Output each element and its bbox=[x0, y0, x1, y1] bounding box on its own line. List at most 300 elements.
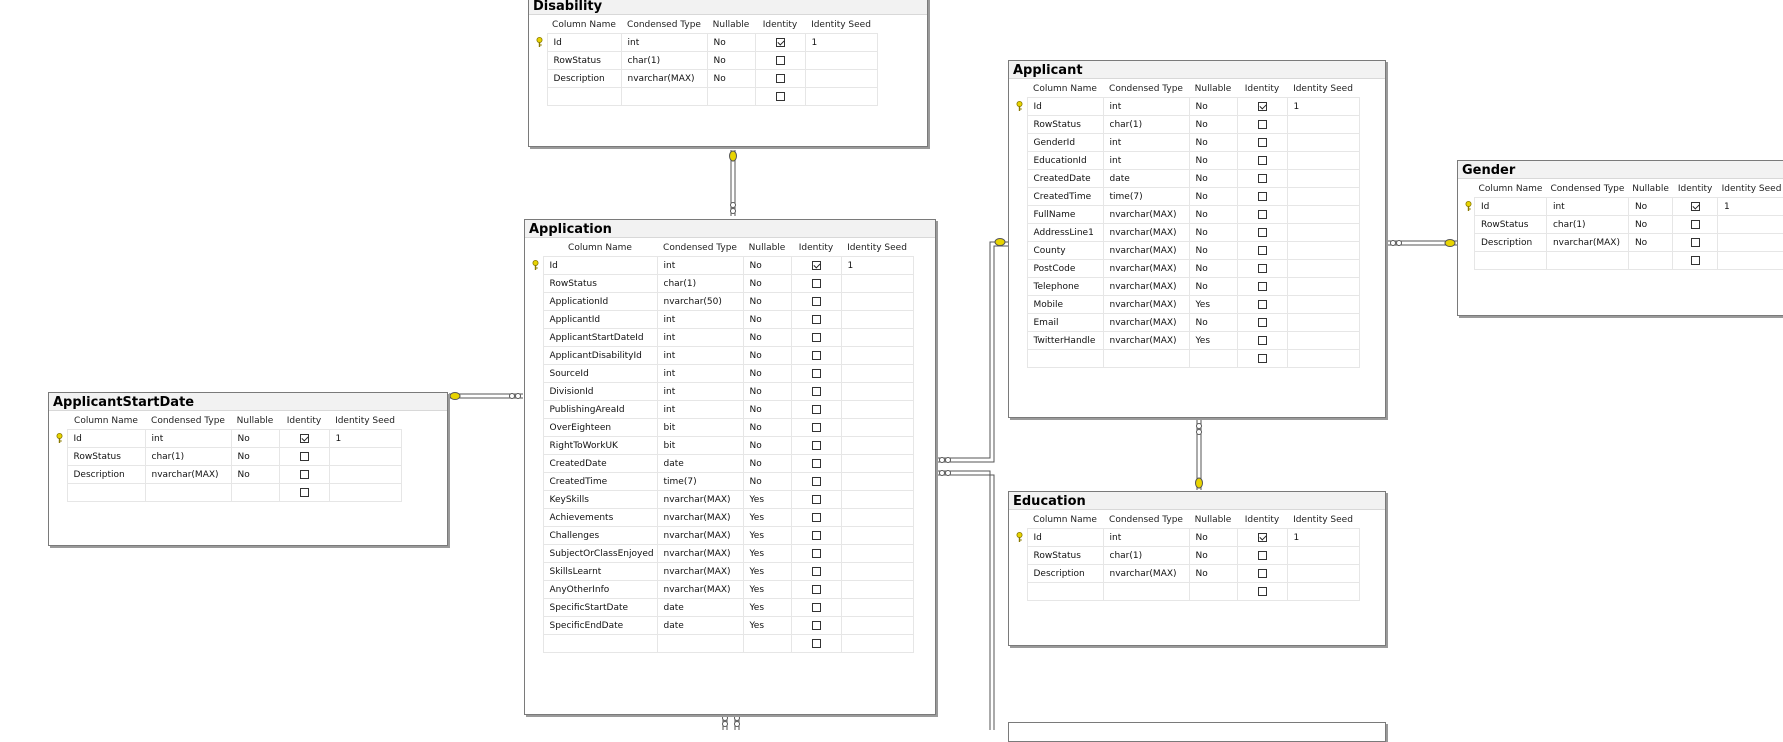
nullable-cell[interactable]: No bbox=[1628, 198, 1672, 216]
condensed-type-cell[interactable]: date bbox=[1103, 170, 1189, 188]
table-applicant[interactable] bbox=[1008, 60, 1386, 418]
table-row[interactable] bbox=[1013, 332, 1359, 350]
column-header[interactable]: Column Name bbox=[568, 243, 632, 253]
rel-disability-application[interactable] bbox=[730, 150, 737, 216]
column-name-cell[interactable]: RightToWorkUK bbox=[543, 437, 657, 455]
identity-checkbox[interactable] bbox=[812, 603, 821, 612]
nullable-cell[interactable]: No bbox=[1189, 188, 1237, 206]
condensed-type-cell[interactable]: int bbox=[657, 329, 743, 347]
column-name-cell[interactable]: KeySkills bbox=[543, 491, 657, 509]
table-row[interactable] bbox=[1013, 314, 1359, 332]
column-header[interactable]: Column Name bbox=[1033, 84, 1097, 94]
identity-checkbox[interactable] bbox=[776, 56, 785, 65]
column-name-cell[interactable]: Description bbox=[67, 466, 145, 484]
identity-checkbox[interactable] bbox=[812, 585, 821, 594]
condensed-type-cell[interactable]: bit bbox=[657, 437, 743, 455]
identity-checkbox[interactable] bbox=[812, 513, 821, 522]
column-name-cell[interactable]: TwitterHandle bbox=[1027, 332, 1103, 350]
condensed-type-cell[interactable]: char(1) bbox=[657, 275, 743, 293]
identity-seed-cell[interactable] bbox=[841, 635, 913, 653]
table-row[interactable] bbox=[53, 448, 401, 466]
table-row[interactable] bbox=[1013, 260, 1359, 278]
identity-checkbox[interactable] bbox=[1691, 202, 1700, 211]
column-name-cell[interactable]: CreatedTime bbox=[1027, 188, 1103, 206]
nullable-cell[interactable]: No bbox=[1189, 152, 1237, 170]
identity-seed-cell[interactable] bbox=[329, 466, 401, 484]
column-name-cell[interactable] bbox=[1027, 583, 1103, 601]
nullable-cell[interactable]: No bbox=[231, 448, 279, 466]
identity-seed-cell[interactable] bbox=[841, 581, 913, 599]
identity-checkbox[interactable] bbox=[812, 297, 821, 306]
identity-seed-cell[interactable] bbox=[1718, 252, 1783, 270]
nullable-cell[interactable]: No bbox=[1189, 170, 1237, 188]
identity-seed-cell[interactable] bbox=[841, 383, 913, 401]
table-row[interactable] bbox=[1013, 547, 1359, 565]
table-row[interactable] bbox=[1462, 216, 1783, 234]
table-row[interactable] bbox=[1462, 198, 1783, 216]
identity-checkbox[interactable] bbox=[300, 452, 309, 461]
identity-checkbox[interactable] bbox=[1258, 228, 1267, 237]
condensed-type-cell[interactable] bbox=[657, 635, 743, 653]
nullable-cell[interactable]: Yes bbox=[743, 599, 791, 617]
column-name-cell[interactable] bbox=[67, 484, 145, 502]
column-header[interactable]: Identity Seed bbox=[811, 20, 871, 30]
nullable-cell[interactable] bbox=[743, 635, 791, 653]
identity-seed-cell[interactable] bbox=[841, 599, 913, 617]
column-name-cell[interactable]: Id bbox=[1027, 98, 1103, 116]
nullable-cell[interactable]: No bbox=[743, 383, 791, 401]
column-name-cell[interactable]: ApplicantStartDateId bbox=[543, 329, 657, 347]
column-header[interactable]: Identity bbox=[798, 243, 834, 253]
identity-checkbox[interactable] bbox=[812, 531, 821, 540]
column-name-cell[interactable]: SubjectOrClassEnjoyed bbox=[543, 545, 657, 563]
column-name-cell[interactable]: RowStatus bbox=[543, 275, 657, 293]
table-row[interactable] bbox=[1013, 350, 1359, 368]
nullable-cell[interactable]: No bbox=[1189, 278, 1237, 296]
identity-checkbox[interactable] bbox=[1691, 238, 1700, 247]
identity-checkbox[interactable] bbox=[1258, 174, 1267, 183]
nullable-cell[interactable]: No bbox=[1189, 260, 1237, 278]
nullable-cell[interactable]: Yes bbox=[1189, 332, 1237, 350]
table-row[interactable] bbox=[529, 455, 913, 473]
column-header[interactable]: Identity bbox=[1244, 515, 1280, 525]
nullable-cell[interactable]: No bbox=[707, 52, 755, 70]
identity-checkbox[interactable] bbox=[812, 441, 821, 450]
condensed-type-cell[interactable]: nvarchar(MAX) bbox=[1103, 260, 1189, 278]
condensed-type-cell[interactable]: nvarchar(50) bbox=[657, 293, 743, 311]
identity-checkbox[interactable] bbox=[776, 38, 785, 47]
column-header[interactable]: Nullable bbox=[1632, 184, 1669, 194]
condensed-type-cell[interactable]: char(1) bbox=[621, 52, 707, 70]
condensed-type-cell[interactable]: date bbox=[657, 599, 743, 617]
condensed-type-cell[interactable] bbox=[1103, 350, 1189, 368]
condensed-type-cell[interactable]: int bbox=[145, 430, 231, 448]
identity-seed-cell[interactable] bbox=[1287, 296, 1359, 314]
nullable-cell[interactable]: No bbox=[743, 311, 791, 329]
nullable-cell[interactable]: No bbox=[743, 419, 791, 437]
nullable-cell[interactable]: No bbox=[1189, 134, 1237, 152]
identity-seed-cell[interactable] bbox=[1287, 314, 1359, 332]
table-row[interactable] bbox=[529, 491, 913, 509]
column-name-cell[interactable] bbox=[1027, 350, 1103, 368]
identity-checkbox[interactable] bbox=[812, 369, 821, 378]
column-header[interactable]: Condensed Type bbox=[151, 416, 225, 426]
identity-seed-cell[interactable] bbox=[841, 329, 913, 347]
condensed-type-cell[interactable]: nvarchar(MAX) bbox=[1103, 565, 1189, 583]
table-row[interactable] bbox=[1013, 152, 1359, 170]
column-name-cell[interactable]: Id bbox=[1475, 198, 1547, 216]
column-name-cell[interactable]: Challenges bbox=[543, 527, 657, 545]
table-row[interactable] bbox=[1462, 252, 1783, 270]
identity-seed-cell[interactable] bbox=[841, 275, 913, 293]
identity-seed-cell[interactable]: 1 bbox=[841, 257, 913, 275]
condensed-type-cell[interactable] bbox=[145, 484, 231, 502]
column-name-cell[interactable]: DivisionId bbox=[543, 383, 657, 401]
table-row[interactable] bbox=[529, 347, 913, 365]
identity-checkbox[interactable] bbox=[300, 434, 309, 443]
identity-checkbox[interactable] bbox=[1258, 318, 1267, 327]
identity-seed-cell[interactable]: 1 bbox=[805, 34, 877, 52]
condensed-type-cell[interactable]: nvarchar(MAX) bbox=[621, 70, 707, 88]
condensed-type-cell[interactable]: nvarchar(MAX) bbox=[1103, 224, 1189, 242]
nullable-cell[interactable]: No bbox=[231, 466, 279, 484]
table-application[interactable] bbox=[524, 219, 936, 715]
condensed-type-cell[interactable]: int bbox=[657, 311, 743, 329]
column-name-cell[interactable]: RowStatus bbox=[1027, 116, 1103, 134]
identity-checkbox[interactable] bbox=[812, 423, 821, 432]
nullable-cell[interactable]: No bbox=[231, 430, 279, 448]
identity-checkbox[interactable] bbox=[1258, 551, 1267, 560]
table-row[interactable] bbox=[529, 563, 913, 581]
identity-checkbox[interactable] bbox=[812, 351, 821, 360]
nullable-cell[interactable] bbox=[707, 88, 755, 106]
identity-seed-cell[interactable] bbox=[1287, 278, 1359, 296]
identity-checkbox[interactable] bbox=[1258, 120, 1267, 129]
table-row[interactable] bbox=[529, 329, 913, 347]
nullable-cell[interactable] bbox=[231, 484, 279, 502]
rel-application-offscreen[interactable] bbox=[935, 471, 994, 731]
table-row[interactable] bbox=[53, 430, 401, 448]
identity-checkbox[interactable] bbox=[812, 639, 821, 648]
column-header[interactable]: Identity Seed bbox=[1721, 184, 1782, 194]
nullable-cell[interactable]: Yes bbox=[743, 581, 791, 599]
identity-seed-cell[interactable] bbox=[1718, 234, 1783, 252]
identity-seed-cell[interactable] bbox=[329, 448, 401, 466]
identity-seed-cell[interactable] bbox=[841, 293, 913, 311]
identity-checkbox[interactable] bbox=[1258, 587, 1267, 596]
column-name-cell[interactable]: Description bbox=[547, 70, 621, 88]
identity-seed-cell[interactable] bbox=[1287, 260, 1359, 278]
condensed-type-cell[interactable]: time(7) bbox=[657, 473, 743, 491]
identity-checkbox[interactable] bbox=[812, 279, 821, 288]
condensed-type-cell[interactable]: char(1) bbox=[1103, 116, 1189, 134]
condensed-type-cell[interactable] bbox=[1546, 252, 1628, 270]
nullable-cell[interactable]: No bbox=[1189, 547, 1237, 565]
column-header[interactable]: Identity Seed bbox=[1293, 84, 1353, 94]
condensed-type-cell[interactable]: time(7) bbox=[1103, 188, 1189, 206]
identity-checkbox[interactable] bbox=[812, 405, 821, 414]
column-name-cell[interactable]: ApplicationId bbox=[543, 293, 657, 311]
table-row[interactable] bbox=[1013, 170, 1359, 188]
nullable-cell[interactable]: No bbox=[707, 34, 755, 52]
identity-seed-cell[interactable] bbox=[1287, 583, 1359, 601]
nullable-cell[interactable]: No bbox=[1189, 224, 1237, 242]
identity-checkbox[interactable] bbox=[812, 549, 821, 558]
column-name-cell[interactable]: RowStatus bbox=[547, 52, 621, 70]
condensed-type-cell[interactable]: int bbox=[1103, 529, 1189, 547]
table-applicantstartdate[interactable] bbox=[48, 392, 448, 546]
column-header[interactable]: Identity bbox=[1244, 84, 1280, 94]
identity-seed-cell[interactable] bbox=[1287, 224, 1359, 242]
identity-seed-cell[interactable] bbox=[841, 617, 913, 635]
identity-seed-cell[interactable]: 1 bbox=[1718, 198, 1783, 216]
column-name-cell[interactable]: PublishingAreaId bbox=[543, 401, 657, 419]
nullable-cell[interactable]: No bbox=[1189, 206, 1237, 224]
column-name-cell[interactable]: Id bbox=[1027, 529, 1103, 547]
column-header[interactable]: Nullable bbox=[236, 416, 274, 426]
column-header[interactable]: Nullable bbox=[712, 20, 750, 30]
table-row[interactable] bbox=[529, 473, 913, 491]
nullable-cell[interactable] bbox=[1189, 350, 1237, 368]
column-name-cell[interactable]: AnyOtherInfo bbox=[543, 581, 657, 599]
column-header[interactable]: Column Name bbox=[552, 20, 616, 30]
identity-seed-cell[interactable] bbox=[841, 437, 913, 455]
identity-checkbox[interactable] bbox=[812, 477, 821, 486]
table-row[interactable] bbox=[529, 401, 913, 419]
table-row[interactable] bbox=[529, 365, 913, 383]
column-header[interactable]: Nullable bbox=[748, 243, 786, 253]
nullable-cell[interactable]: No bbox=[743, 347, 791, 365]
condensed-type-cell[interactable]: date bbox=[657, 455, 743, 473]
condensed-type-cell[interactable] bbox=[621, 88, 707, 106]
identity-checkbox[interactable] bbox=[300, 470, 309, 479]
identity-seed-cell[interactable] bbox=[805, 88, 877, 106]
table-row[interactable] bbox=[1013, 278, 1359, 296]
table-row[interactable] bbox=[1013, 188, 1359, 206]
condensed-type-cell[interactable]: char(1) bbox=[145, 448, 231, 466]
table-row[interactable] bbox=[529, 509, 913, 527]
rel-applicant-education[interactable] bbox=[1196, 420, 1203, 490]
table-row[interactable] bbox=[533, 52, 877, 70]
identity-seed-cell[interactable] bbox=[841, 419, 913, 437]
condensed-type-cell[interactable]: int bbox=[1103, 98, 1189, 116]
identity-seed-cell[interactable] bbox=[1287, 188, 1359, 206]
column-name-cell[interactable]: Id bbox=[543, 257, 657, 275]
identity-seed-cell[interactable] bbox=[841, 401, 913, 419]
condensed-type-cell[interactable]: nvarchar(MAX) bbox=[145, 466, 231, 484]
table-row[interactable] bbox=[1462, 234, 1783, 252]
condensed-type-cell[interactable]: nvarchar(MAX) bbox=[1103, 314, 1189, 332]
column-name-cell[interactable]: EducationId bbox=[1027, 152, 1103, 170]
condensed-type-cell[interactable]: nvarchar(MAX) bbox=[657, 545, 743, 563]
table-row[interactable] bbox=[53, 484, 401, 502]
identity-seed-cell[interactable] bbox=[841, 473, 913, 491]
nullable-cell[interactable]: No bbox=[743, 293, 791, 311]
condensed-type-cell[interactable]: int bbox=[1103, 134, 1189, 152]
column-name-cell[interactable]: RowStatus bbox=[67, 448, 145, 466]
column-name-cell[interactable]: SpecificEndDate bbox=[543, 617, 657, 635]
table-row[interactable] bbox=[529, 275, 913, 293]
condensed-type-cell[interactable]: nvarchar(MAX) bbox=[657, 527, 743, 545]
identity-seed-cell[interactable] bbox=[805, 70, 877, 88]
nullable-cell[interactable]: No bbox=[743, 401, 791, 419]
condensed-type-cell[interactable]: nvarchar(MAX) bbox=[1103, 278, 1189, 296]
table-row[interactable] bbox=[529, 257, 913, 275]
rel-application-applicant[interactable] bbox=[935, 239, 1008, 463]
table-row[interactable] bbox=[529, 581, 913, 599]
identity-seed-cell[interactable] bbox=[841, 545, 913, 563]
identity-seed-cell[interactable] bbox=[1287, 152, 1359, 170]
column-name-cell[interactable]: Mobile bbox=[1027, 296, 1103, 314]
table-row[interactable] bbox=[1013, 98, 1359, 116]
identity-checkbox[interactable] bbox=[1258, 300, 1267, 309]
condensed-type-cell[interactable]: int bbox=[657, 401, 743, 419]
column-name-cell[interactable]: CreatedDate bbox=[543, 455, 657, 473]
table-row[interactable] bbox=[53, 466, 401, 484]
table-row[interactable] bbox=[1013, 134, 1359, 152]
column-name-cell[interactable]: Description bbox=[1475, 234, 1547, 252]
nullable-cell[interactable]: No bbox=[1189, 116, 1237, 134]
column-name-cell[interactable]: Description bbox=[1027, 565, 1103, 583]
nullable-cell[interactable]: Yes bbox=[743, 491, 791, 509]
column-header[interactable]: Nullable bbox=[1194, 515, 1232, 525]
nullable-cell[interactable]: No bbox=[1189, 242, 1237, 260]
identity-checkbox[interactable] bbox=[812, 315, 821, 324]
identity-seed-cell[interactable] bbox=[841, 491, 913, 509]
condensed-type-cell[interactable]: int bbox=[657, 257, 743, 275]
table-row[interactable] bbox=[1013, 116, 1359, 134]
identity-checkbox[interactable] bbox=[1258, 246, 1267, 255]
column-header[interactable]: Column Name bbox=[1478, 184, 1543, 194]
identity-checkbox[interactable] bbox=[812, 621, 821, 630]
condensed-type-cell[interactable]: nvarchar(MAX) bbox=[1546, 234, 1628, 252]
table-row[interactable] bbox=[529, 311, 913, 329]
rel-applicant-gender[interactable] bbox=[1387, 240, 1458, 247]
table-row[interactable] bbox=[529, 599, 913, 617]
column-name-cell[interactable]: SpecificStartDate bbox=[543, 599, 657, 617]
identity-seed-cell[interactable] bbox=[1287, 332, 1359, 350]
table-education[interactable] bbox=[1008, 491, 1386, 646]
table-row[interactable] bbox=[1013, 242, 1359, 260]
identity-checkbox[interactable] bbox=[1258, 192, 1267, 201]
condensed-type-cell[interactable]: char(1) bbox=[1546, 216, 1628, 234]
column-name-cell[interactable]: PostCode bbox=[1027, 260, 1103, 278]
column-header[interactable]: Condensed Type bbox=[1109, 515, 1183, 525]
table-title[interactable]: Education bbox=[1009, 492, 1385, 510]
condensed-type-cell[interactable]: int bbox=[621, 34, 707, 52]
condensed-type-cell[interactable]: nvarchar(MAX) bbox=[657, 509, 743, 527]
table-row[interactable] bbox=[529, 617, 913, 635]
column-name-cell[interactable]: SourceId bbox=[543, 365, 657, 383]
rel-startdate-application[interactable] bbox=[449, 393, 523, 400]
identity-checkbox[interactable] bbox=[300, 488, 309, 497]
identity-checkbox[interactable] bbox=[1258, 354, 1267, 363]
nullable-cell[interactable]: No bbox=[743, 257, 791, 275]
identity-seed-cell[interactable] bbox=[1287, 350, 1359, 368]
identity-checkbox[interactable] bbox=[1258, 210, 1267, 219]
column-name-cell[interactable] bbox=[543, 635, 657, 653]
nullable-cell[interactable]: Yes bbox=[743, 563, 791, 581]
nullable-cell[interactable]: No bbox=[743, 365, 791, 383]
column-name-cell[interactable]: ApplicantDisabilityId bbox=[543, 347, 657, 365]
nullable-cell[interactable]: Yes bbox=[743, 527, 791, 545]
table-title[interactable]: Gender bbox=[1458, 161, 1783, 179]
column-name-cell[interactable]: SkillsLearnt bbox=[543, 563, 657, 581]
table-row[interactable] bbox=[529, 635, 913, 653]
condensed-type-cell[interactable]: char(1) bbox=[1103, 547, 1189, 565]
column-name-cell[interactable]: County bbox=[1027, 242, 1103, 260]
table-row[interactable] bbox=[1013, 583, 1359, 601]
nullable-cell[interactable] bbox=[1628, 252, 1672, 270]
identity-seed-cell[interactable] bbox=[1287, 206, 1359, 224]
identity-seed-cell[interactable] bbox=[1287, 242, 1359, 260]
identity-seed-cell[interactable] bbox=[841, 347, 913, 365]
condensed-type-cell[interactable]: nvarchar(MAX) bbox=[1103, 206, 1189, 224]
identity-checkbox[interactable] bbox=[776, 92, 785, 101]
identity-seed-cell[interactable] bbox=[1287, 547, 1359, 565]
table-row[interactable] bbox=[1013, 565, 1359, 583]
identity-checkbox[interactable] bbox=[1258, 156, 1267, 165]
column-header[interactable]: Condensed Type bbox=[1550, 184, 1625, 194]
condensed-type-cell[interactable]: bit bbox=[657, 419, 743, 437]
nullable-cell[interactable]: No bbox=[1628, 216, 1672, 234]
identity-checkbox[interactable] bbox=[1258, 569, 1267, 578]
column-name-cell[interactable] bbox=[547, 88, 621, 106]
column-header[interactable]: Condensed Type bbox=[1109, 84, 1183, 94]
identity-checkbox[interactable] bbox=[812, 459, 821, 468]
table-row[interactable] bbox=[1013, 224, 1359, 242]
column-header[interactable]: Identity Seed bbox=[847, 243, 907, 253]
identity-checkbox[interactable] bbox=[1258, 533, 1267, 542]
column-name-cell[interactable]: GenderId bbox=[1027, 134, 1103, 152]
nullable-cell[interactable]: No bbox=[743, 275, 791, 293]
table-title[interactable]: Applicant bbox=[1009, 61, 1385, 79]
table-disability[interactable] bbox=[528, 0, 928, 147]
column-header[interactable]: Identity bbox=[1677, 184, 1713, 194]
column-header[interactable]: Identity Seed bbox=[1293, 515, 1353, 525]
table-gender[interactable] bbox=[1457, 160, 1783, 316]
identity-seed-cell[interactable] bbox=[841, 509, 913, 527]
condensed-type-cell[interactable]: int bbox=[657, 383, 743, 401]
identity-checkbox[interactable] bbox=[1258, 138, 1267, 147]
table-row[interactable] bbox=[529, 383, 913, 401]
column-name-cell[interactable]: Email bbox=[1027, 314, 1103, 332]
nullable-cell[interactable]: No bbox=[743, 455, 791, 473]
identity-checkbox[interactable] bbox=[1258, 336, 1267, 345]
nullable-cell[interactable]: No bbox=[743, 329, 791, 347]
identity-seed-cell[interactable]: 1 bbox=[1287, 529, 1359, 547]
column-header[interactable]: Identity bbox=[762, 20, 798, 30]
nullable-cell[interactable]: No bbox=[743, 437, 791, 455]
condensed-type-cell[interactable]: nvarchar(MAX) bbox=[657, 581, 743, 599]
column-header[interactable]: Condensed Type bbox=[663, 243, 737, 253]
table-row[interactable] bbox=[529, 545, 913, 563]
table-row[interactable] bbox=[533, 70, 877, 88]
column-header[interactable]: Column Name bbox=[1033, 515, 1097, 525]
identity-checkbox[interactable] bbox=[1691, 220, 1700, 229]
identity-seed-cell[interactable] bbox=[805, 52, 877, 70]
column-header[interactable]: Identity Seed bbox=[335, 416, 395, 426]
rel-application-bottom[interactable] bbox=[723, 716, 740, 731]
table-title[interactable]: Disability bbox=[529, 0, 927, 15]
identity-seed-cell[interactable] bbox=[1287, 134, 1359, 152]
table-row[interactable] bbox=[529, 437, 913, 455]
identity-checkbox[interactable] bbox=[812, 387, 821, 396]
identity-checkbox[interactable] bbox=[812, 495, 821, 504]
identity-seed-cell[interactable] bbox=[841, 365, 913, 383]
nullable-cell[interactable]: No bbox=[1189, 98, 1237, 116]
condensed-type-cell[interactable]: nvarchar(MAX) bbox=[1103, 296, 1189, 314]
